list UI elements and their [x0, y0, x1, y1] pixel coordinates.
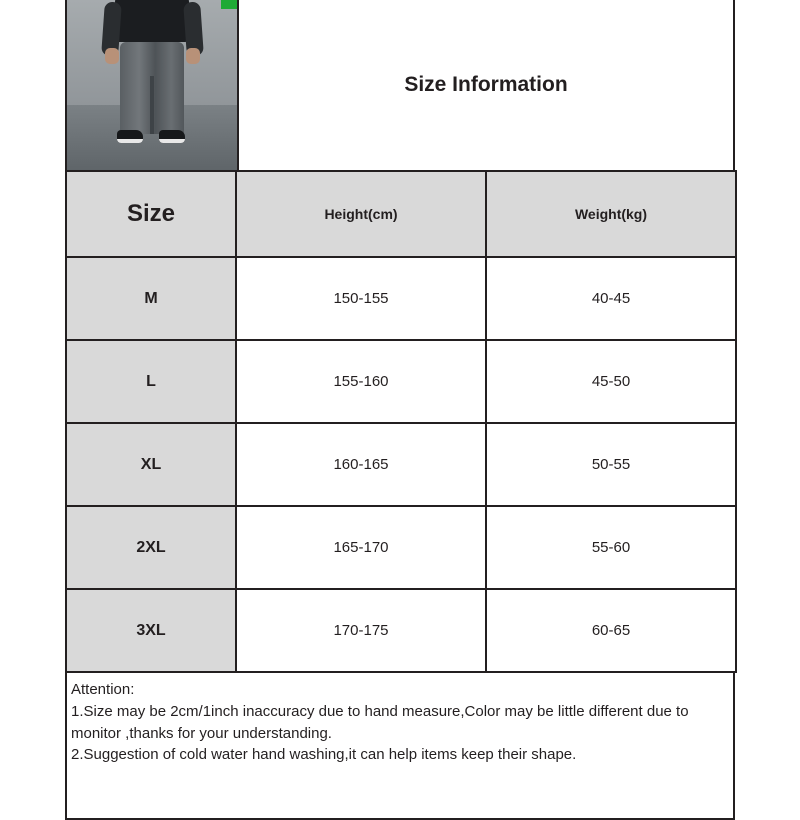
cell-size: L — [66, 340, 236, 423]
model-right-hand — [186, 48, 200, 64]
attention-heading: Attention: — [71, 681, 135, 698]
column-header-size: Size — [66, 171, 236, 257]
cell-size: M — [66, 257, 236, 340]
cell-weight: 40-45 — [486, 257, 736, 340]
table-row — [66, 506, 736, 589]
column-header-weight: Weight(kg) — [486, 171, 736, 257]
cell-height: 155-160 — [236, 340, 486, 423]
model-trousers — [120, 42, 184, 134]
cell-height: 150-155 — [236, 257, 486, 340]
size-table — [65, 170, 737, 673]
table-row — [66, 423, 736, 506]
cell-weight: 60-65 — [486, 589, 736, 672]
cell-height: 165-170 — [236, 506, 486, 589]
right-shoe-sole — [159, 139, 185, 143]
model-right-shoe — [159, 130, 185, 143]
table-row — [66, 257, 736, 340]
cell-height: 170-175 — [236, 589, 486, 672]
title-cell — [237, 0, 733, 170]
attention-block — [65, 673, 735, 820]
page-title: Size Information — [404, 73, 568, 96]
model-left-shoe — [117, 130, 143, 143]
model-torso — [115, 0, 189, 42]
column-header-height: Height(cm) — [236, 171, 486, 257]
cell-size: 3XL — [66, 589, 236, 672]
table-header-row — [66, 171, 736, 257]
cell-weight: 45-50 — [486, 340, 736, 423]
size-chart-sheet — [65, 0, 735, 796]
header-row — [65, 0, 735, 170]
cell-weight: 55-60 — [486, 506, 736, 589]
cell-weight: 50-55 — [486, 423, 736, 506]
cell-height: 160-165 — [236, 423, 486, 506]
product-photo — [67, 0, 237, 170]
table-row — [66, 340, 736, 423]
model-left-hand — [105, 48, 119, 64]
cell-size: 2XL — [66, 506, 236, 589]
attention-line-1: 1.Size may be 2cm/1inch inaccuracy due to hand measure,Color may be little different due to monitor ,thanks for your understanding. — [71, 702, 689, 742]
attention-line-2: 2.Suggestion of cold water hand washing,it can help items keep their shape. — [71, 746, 577, 764]
green-corner-tag — [221, 0, 237, 9]
table-row — [66, 589, 736, 672]
cell-size: XL — [66, 423, 236, 506]
left-shoe-sole — [117, 139, 143, 143]
